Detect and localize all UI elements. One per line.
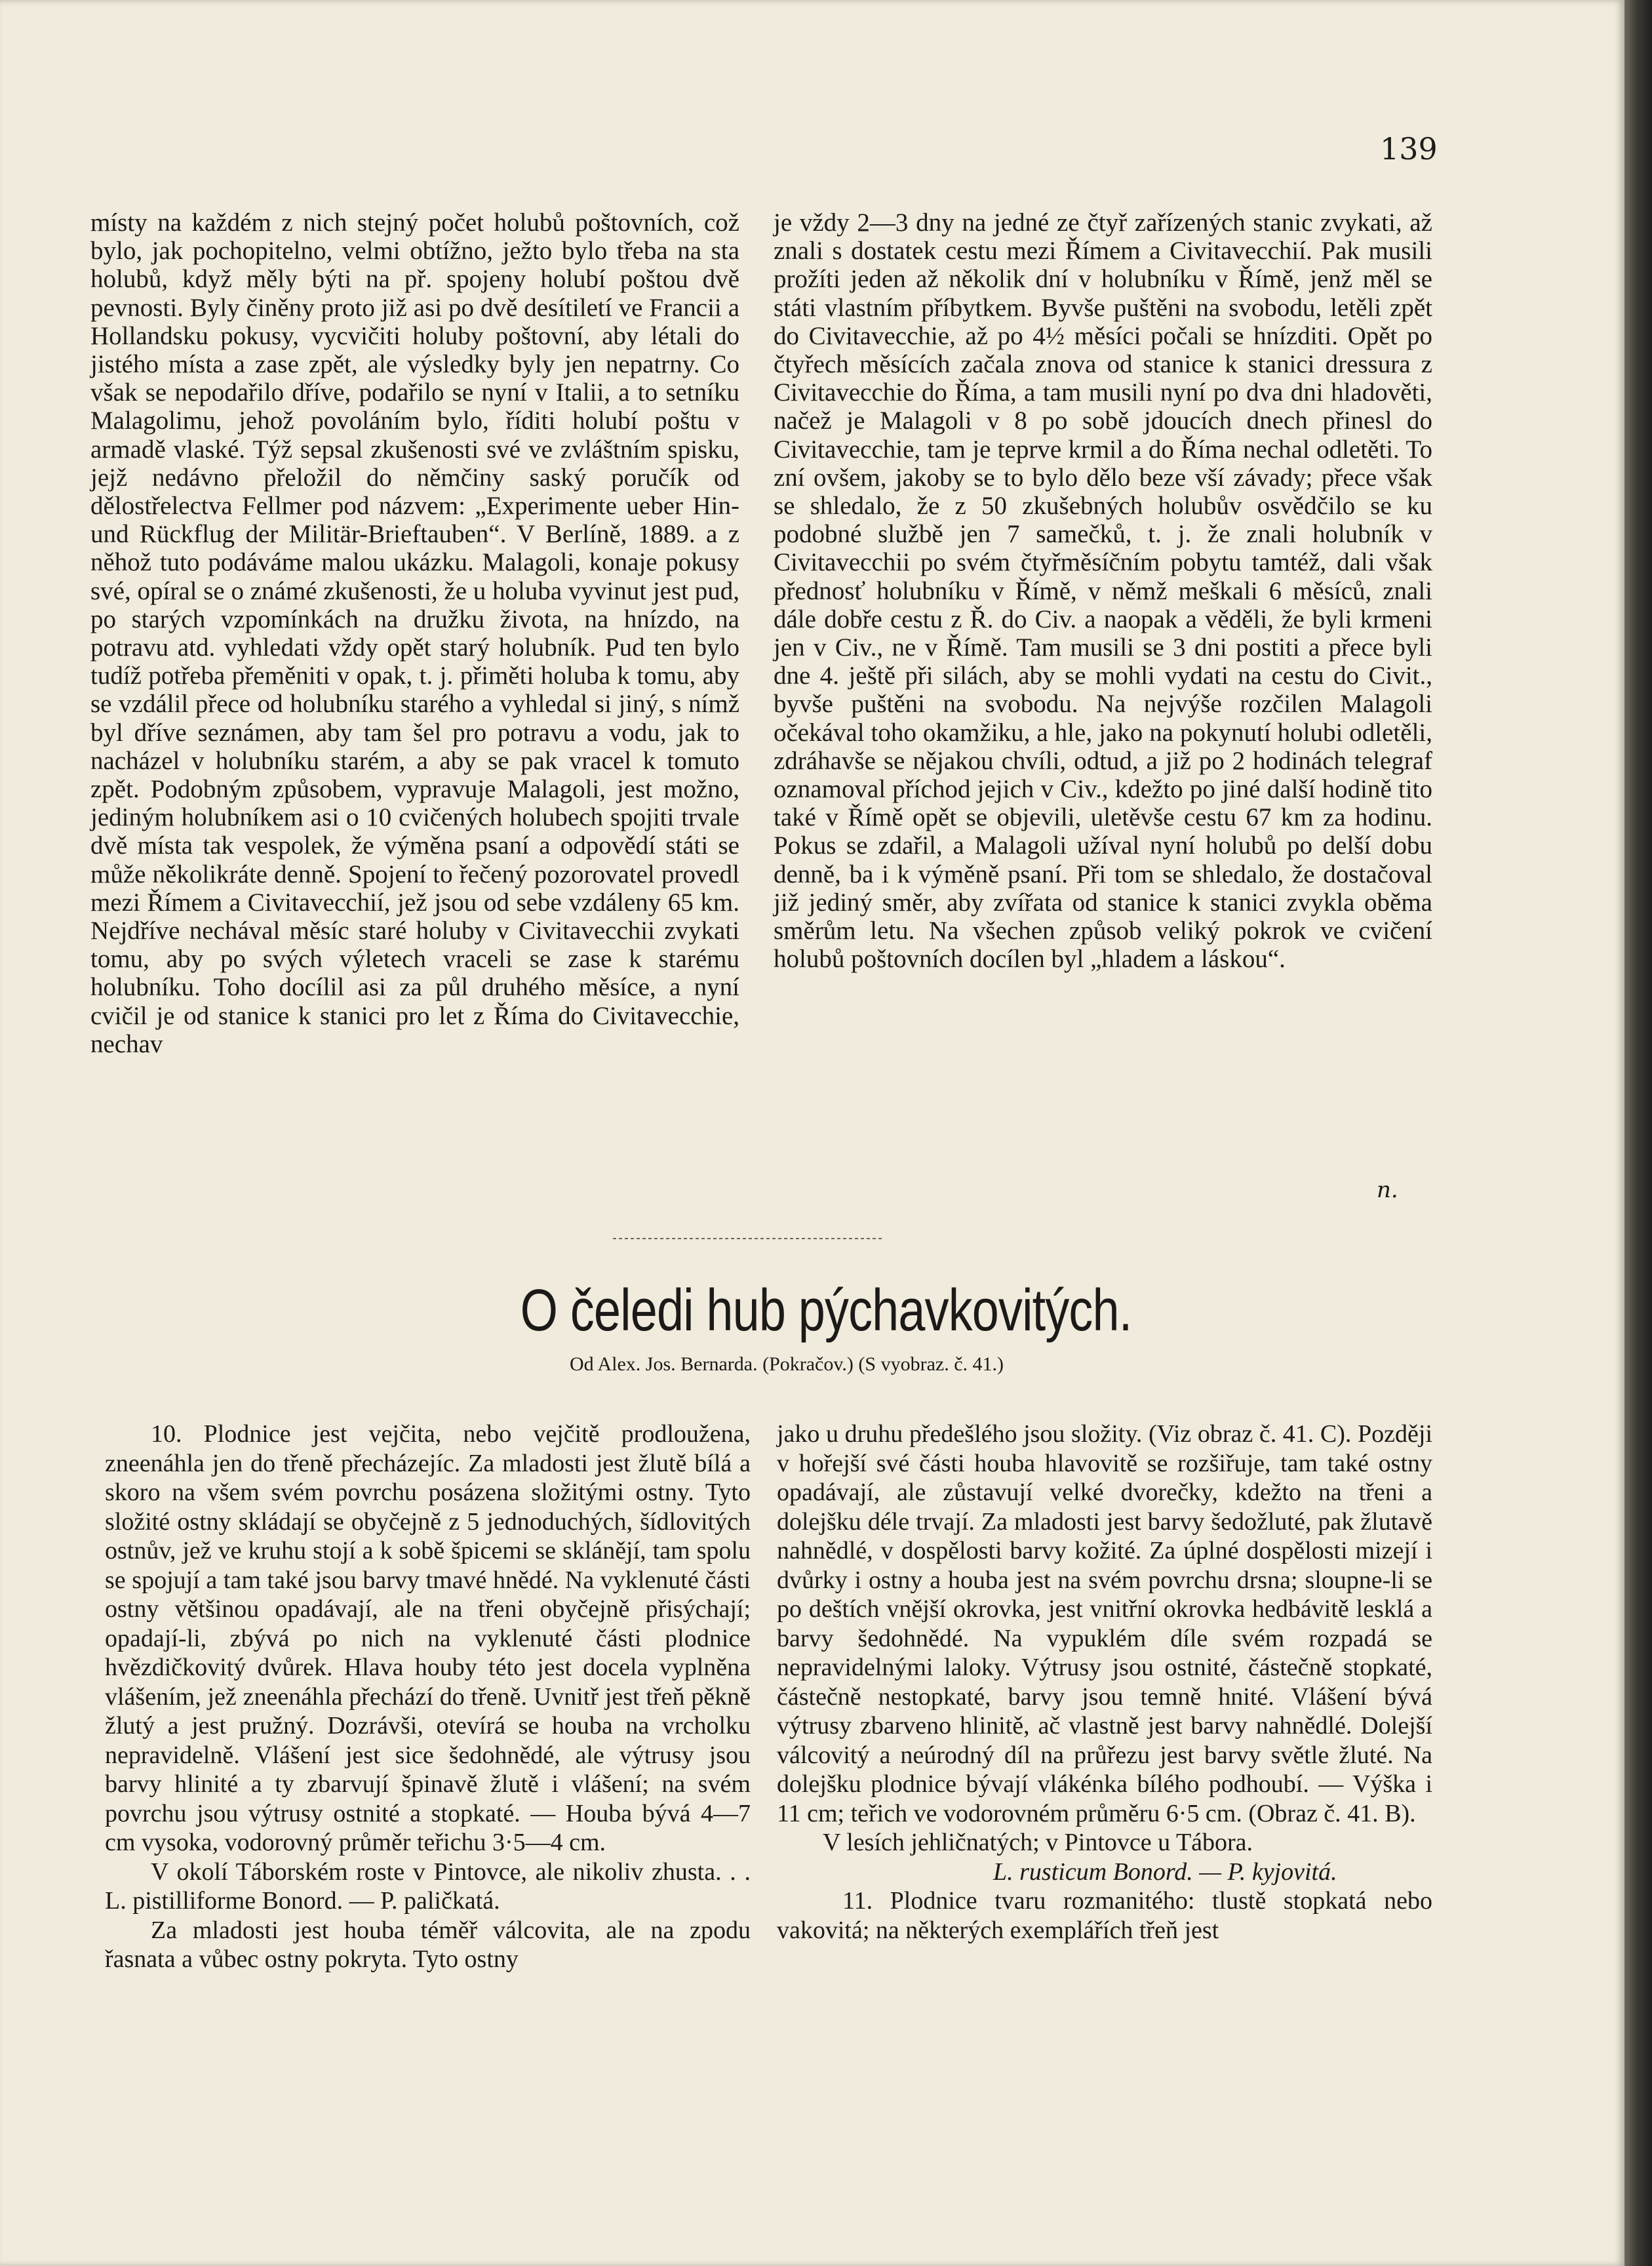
article-title: O čeledi hub pýchavkovitých. [520, 1278, 1132, 1343]
paragraph: jako u druhu předešlého jsou složity. (Viz obraz č. 41. C). Později v hořejší své části houba hlavovitě se rozšiřuje, tam také ostny opadávají, ale zůstavují velké dvorečky, kdežto na třeni a dolejšku déle trvají. Za mladosti jest barvy šedožluté, pak žlutavě nahnědlé, v dospělosti barvy kožité. Za úplné dospělosti mizejí i dvůrky i ostny a houba jest na svém povrchu drsna; sloupne-li se po deštích vnější okrovka, jest vnitřní okrovka hedbávitě lesklá a barvy šedohnědé. Na vypuklém díle svém rozpadá se nepravidelnými laloky. Výtrusy jsou ostnité, částečně stopkaté, částečně nestopkaté, barvy jsou temně hnité. Vlášení bývá výtrusy zbarveno hlinitě, ač vlastně jest barvy nahnědlé. Dolejší válcovitý a neúrodný díl na průřezu jest barvy světle žluté. Na dolejšku plodnice bývají vlákénka bílého podhoubí. — Výška i 11 cm; teřich ve vodorovném průměru 6·5 cm. (Obraz č. 41. B). [777, 1420, 1432, 1827]
book-edge [1624, 0, 1652, 2266]
paragraph: 10. Plodnice jest vejčita, nebo vejčitě prodloužena, zneenáhla jen do třeně přecházejíc. Za mladosti jest žlutě bílá a skoro na všem svém povrchu posázena složitými ostny. Tyto složité ostny skládají se obyčejně z 5 jednoduchých, šídlovitých ostnův, jež ve kruhu stojí a k sobě špicemi se sklánějí, tam spolu se spojují a tam také jsou barvy tmavé hnědé. Na vyklenuté části ostny většinou opadávají, ale na třeni obyčejně přisýchají; opadají-li, zbývá po nich na vyklenuté části plodnice hvězdičkovitý dvůrek. Hlava houby této jest docela vyplněna vlášením, jež zneenáhla přechází do třeně. Uvnitř jest třeň pěkně žlutý a jest pružný. Dozrávši, otevírá se houba na vrcholku nepravidelně. Vlášení jest sice šedohnědé, ale výtrusy jsou barvy hlinité a ty zbarvují špinavě žlutě i vlášení; na svém povrchu jsou výtrusy ostnité a stopkaté. — Houba bývá 4—7 cm vysoka, vodorovný průměr teřichu 3·5—4 cm. [105, 1420, 751, 1856]
column-top-left [90, 209, 739, 1058]
article-byline: Od Alex. Jos. Bernarda. (Pokračov.) (S vyobraz. č. 41.) [569, 1353, 1004, 1375]
page-number: 139 [1380, 131, 1438, 167]
column-bottom-left [105, 1420, 751, 1974]
paragraph: je vždy 2—3 dny na jedné ze čtyř zařízených stanic zvykati, až znali s dostatek cestu mezi Římem a Civitavecchií. Pak musili prožíti jeden až několik dní v holubníku v Římě, jenž měl se státi vlastním příbytkem. Byvše puštěni na svobodu, letěli zpět do Civitavecchie, až po 4½ měsíci počali se hnízditi. Opět po čtyřech měsících začala znova od stanice k stanici dressura z Civitavecchie do Říma, a tam musili nyní po dva dni hladověti, načež je Malagoli v 8 po sobě jdoucích dnech přinesl do Civitavecchie, tam je teprve krmil a do Říma nechal odletěti. To zní ovšem, jakoby se to bylo dělo beze vší závady; přece však se shledalo, že z 50 zkušebných holubův osvědčilo se ku podobné službě jen 7 samečků, t. j. že znali holubník v Civitavecchii po svém čtyřměsíčním pobytu tamtéž, dali však přednosť holubníku v Římě, v němž meškali 6 měsíců, znali dále dobře cestu z Ř. do Civ. a naopak a věděli, že byli krmeni jen v Civ., ne v Římě. Tam musili se 3 dni postiti a přece byli dne 4. ještě při silách, aby se mohli vydati na cestu do Civit., byvše puštěni na svobodu. Na nejvýše rozčilen Malagoli očekával toho okamžiku, a hle, jako na pokynutí holubi odletěli, zdráhavše se nějakou chvíli, odtud, a již po 2 hodinách telegraf oznamoval příchod jejich v Civ., kdežto po jiné další hodině tito také v Římě opět se objevili, uletěvše cestu 67 km za hodinu. Pokus se zdařil, a Malagoli užíval nyní holubů po delší dobu denně, ba i k výměně psaní. Při tom se shledalo, že dostačoval již jediný směr, aby zvířata od stanice k stanici zvykla oběma směrům letu. Na všechen způsob veliký pokrok ve cvičení holubů poštovních docílen byl „hladem a láskou“. [774, 209, 1432, 974]
author-signature: n. [1377, 1177, 1398, 1203]
column-bottom-right [777, 1420, 1432, 1945]
section-divider [613, 1238, 882, 1239]
paragraph: 11. Plodnice tvaru rozmanitého: tlustě stopkatá nebo vakovitá; na některých exemplářích třeň jest [777, 1887, 1432, 1944]
paragraph: V okolí Táborském roste v Pintovce, ale nikoliv zhusta. . . L. pistilliforme Bonord. — P. paličkatá. [105, 1858, 751, 1915]
paragraph: Za mladosti jest houba téměř válcovita, ale na zpodu řasnata a vůbec ostny pokryta. Tyto ostny [105, 1916, 751, 1973]
paragraph: L. rusticum Bonord. — P. kyjovitá. [993, 1858, 1337, 1886]
paragraph: V lesích jehličnatých; v Pintovce u Tábora. [823, 1829, 1253, 1856]
column-top-right [774, 209, 1432, 973]
paragraph: místy na každém z nich stejný počet holubů poštovních, což bylo, jak pochopitelno, velmi obtížno, ježto bylo třeba na sta holubů, když měly býti na př. spojeny holubí poštou dvě pevnosti. Byly činěny proto již asi po dvě desítiletí ve Francii a Hollandsku pokusy, vycvičiti holuby poštovní, aby létali do jistého místa a zase zpět, ale výsledky byly jen nepatrny. Co však se nepodařilo dříve, podařilo se nyní v Italii, a to setníku Malagolimu, jehož povoláním bylo, říditi holubí poštu v armadě vlaské. Týž sepsal zkušenosti své ve zvláštním spisku, jejž nedávno přeložil do němčiny saský poručík od dělostřelectva Fellmer pod názvem: „Experimente ueber Hin- und Rückflug der Militär-Brieftauben“. V Berlíně, 1889. a z něhož tuto podáváme malou ukázku. Malagoli, konaje pokusy své, opíral se o známé zkušenosti, že u holuba vyvinut jest pud, po starých vzpomínkách na družku života, na hnízdo, na potravu atd. vyhledati vždy opět starý holubník. Pud ten bylo tudíž potřeba přeměniti v opak, t. j. přiměti holuba k tomu, aby se vzdálil přece od holubníku starého a vyhledal si jiný, s nímž byl dříve seznámen, aby tam šel pro potravu a vodu, jak to nacházel v holubníku starém, a aby se pak vracel k tomuto zpět. Podobným způsobem, vypravuje Malagoli, jest možno, jediným holubníkem asi o 10 cvičených holubech spojiti trvale dvě místa tak vespolek, že výměna psaní a odpovědí státi se může několikráte denně. Spojení to řečený pozorovatel provedl mezi Římem a Civitavecchií, jež jsou od sebe vzdáleny 65 km. Nejdříve nechával měsíc staré holuby v Civitavecchii zvykati tomu, aby po svých výletech vraceli se zase k starému holubníku. Toho docílil asi za půl druhého měsíce, a nyní cvičil je od stanice k stanici pro let z Říma do Civitavecchie, nechav [90, 209, 739, 1058]
